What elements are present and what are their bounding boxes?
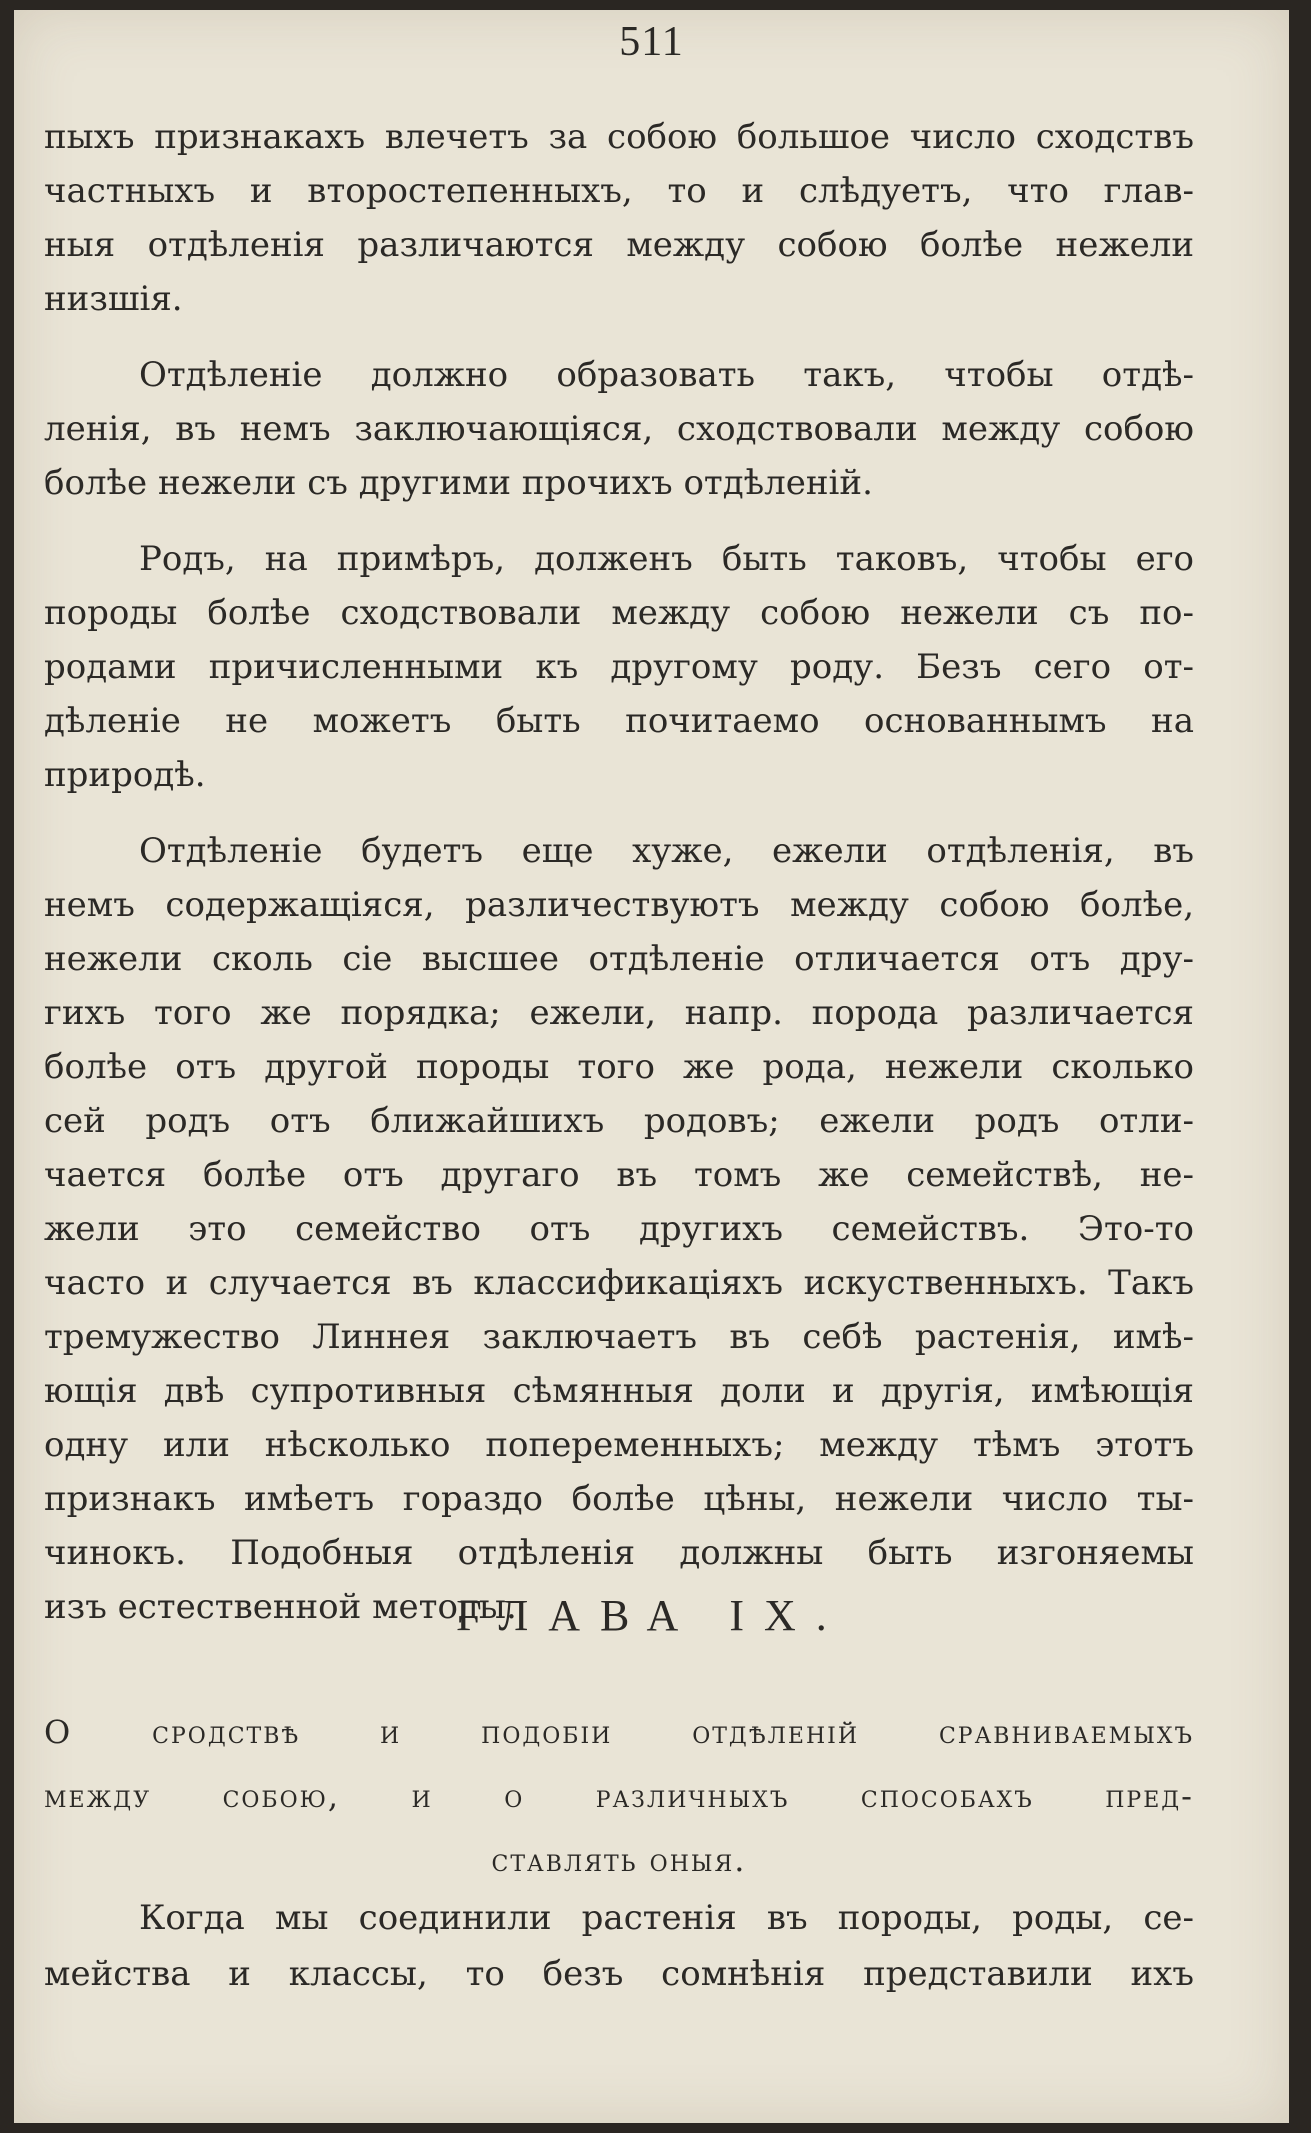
text-line: тремужество Линнея заключаетъ въ себѣ растенія, имѣ- — [44, 1317, 1194, 1357]
text-line: низшія. — [44, 279, 183, 319]
text-line: гихъ того же порядка; ежели, напр. порода различается — [44, 993, 1194, 1033]
book-page — [14, 10, 1289, 2123]
heading-line: между собою, и о различныхъ способахъ пред- — [44, 1777, 1194, 1815]
text-line: жели это семейство отъ другихъ семействъ. Это-то — [44, 1209, 1194, 1249]
text-line: признакъ имѣетъ гораздо болѣе цѣны, нежели число ты- — [44, 1479, 1194, 1519]
text-line: мейства и классы, то безъ сомнѣнія представили ихъ — [44, 1954, 1194, 1994]
text-line: сей родъ отъ ближайшихъ родовъ; ежели родъ отли- — [44, 1101, 1194, 1141]
text-line: немъ содержащіяся, различествуютъ между собою болѣе, — [44, 885, 1194, 925]
text-line: природѣ. — [44, 755, 206, 795]
text-line: чинокъ. Подобныя отдѣленія должны быть изгоняемы — [44, 1533, 1194, 1573]
heading-line: О сродствѣ и подобіи отдѣленій сравниваемыхъ — [44, 1713, 1194, 1751]
paragraph-3 — [44, 532, 1194, 802]
text-line: ющія двѣ супротивныя сѣмянныя доли и другія, имѣющія — [44, 1371, 1194, 1411]
text-line: Отдѣленіе будетъ еще хуже, ежели отдѣленія, въ — [139, 831, 1194, 871]
chapter-title: ГЛАВА IX. — [456, 1591, 847, 1640]
closing-paragraph — [44, 1890, 1194, 2002]
text-line: Когда мы соединили растенія въ породы, роды, се- — [139, 1898, 1194, 1938]
chapter-heading — [44, 1700, 1194, 1892]
text-line: нежели сколь сіе высшее отдѣленіе отличается отъ дру- — [44, 939, 1194, 979]
text-line: дѣленіе не можетъ быть почитаемо основаннымъ на — [44, 701, 1194, 741]
text-line: болѣе нежели съ другими прочихъ отдѣленій. — [44, 463, 873, 503]
text-line: родами причисленными къ другому роду. Безъ сего от- — [44, 647, 1194, 687]
text-line: изъ естественной методы. — [44, 1587, 517, 1627]
text-line: ныя отдѣленія различаются между собою болѣе нежели — [44, 225, 1194, 265]
text-line: чается болѣе отъ другаго въ томъ же семействѣ, не- — [44, 1155, 1194, 1195]
text-line: ленія, въ немъ заключающіяся, сходствовали между собою — [44, 409, 1194, 449]
text-line: Родъ, на примѣръ, долженъ быть таковъ, чтобы его — [139, 539, 1194, 579]
text-line: часто и случается въ классификаціяхъ искуственныхъ. Такъ — [44, 1263, 1194, 1303]
heading-line: ставлять оныя. — [491, 1841, 747, 1879]
text-line: пыхъ признакахъ влечетъ за собою большое число сходствъ — [44, 117, 1194, 157]
paragraph-2 — [44, 348, 1194, 510]
text-line: болѣе отъ другой породы того же рода, нежели сколько — [44, 1047, 1194, 1087]
text-line: одну или нѣсколько попеременныхъ; между тѣмъ этотъ — [44, 1425, 1194, 1465]
page-number: 511 — [619, 19, 684, 65]
text-line: частныхъ и второстепенныхъ, то и слѣдуетъ, что глав- — [44, 171, 1194, 211]
text-line: Отдѣленіе должно образовать такъ, чтобы отдѣ- — [139, 355, 1194, 395]
paragraph-4 — [44, 824, 1194, 1634]
paragraph-1 — [44, 110, 1194, 326]
text-line: породы болѣе сходствовали между собою нежели съ по- — [44, 593, 1194, 633]
body-text — [44, 110, 1194, 1634]
